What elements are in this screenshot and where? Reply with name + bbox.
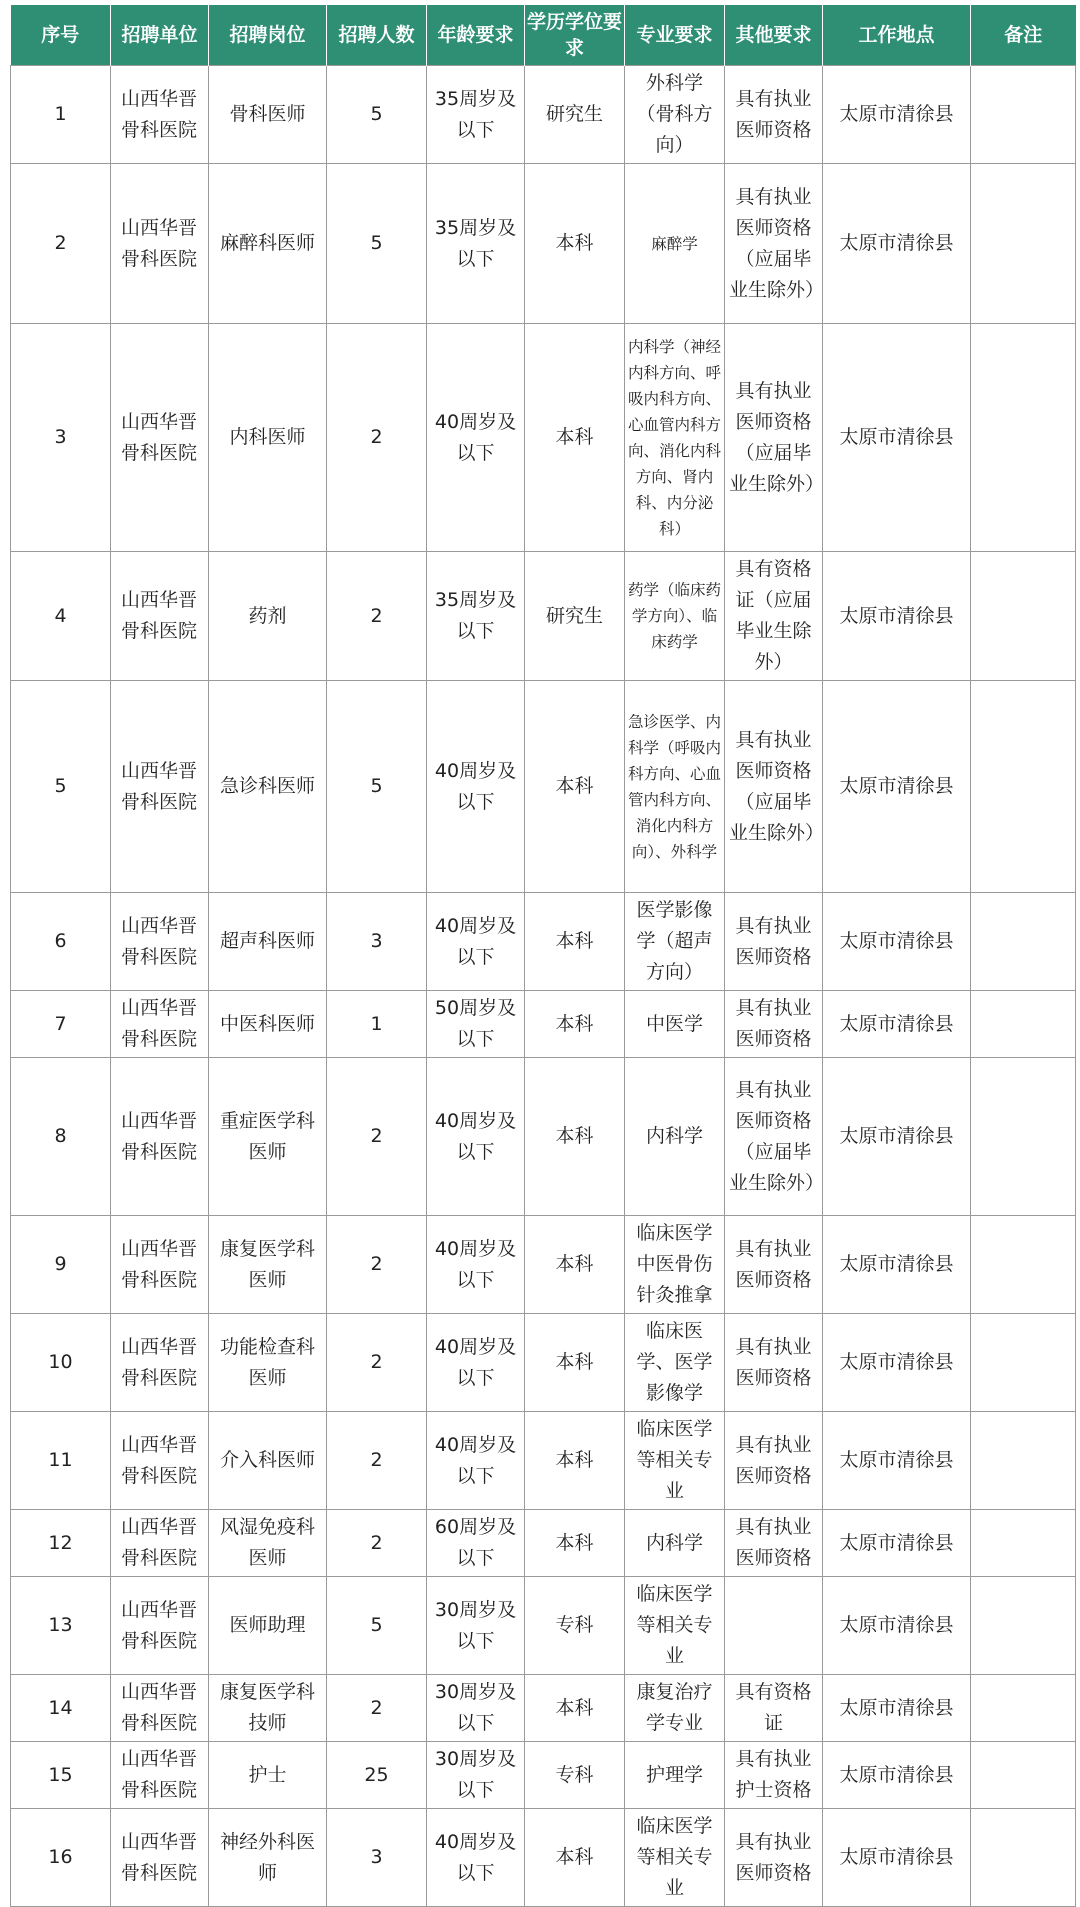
cell-no: 11: [11, 1412, 111, 1510]
cell-no: 10: [11, 1314, 111, 1412]
col-header-age: 年龄要求: [427, 5, 525, 66]
cell-location: 太原市清徐县: [823, 164, 971, 324]
cell-edu: 专科: [525, 1577, 625, 1675]
cell-post: 介入科医师: [209, 1412, 327, 1510]
cell-unit: 山西华晋骨科医院: [111, 1809, 209, 1907]
cell-post: 医师助理: [209, 1577, 327, 1675]
cell-unit: 山西华晋骨科医院: [111, 1314, 209, 1412]
col-header-no: 序号: [11, 5, 111, 66]
cell-count: 25: [327, 1742, 427, 1809]
cell-note: [971, 552, 1076, 681]
cell-major: 医学影像学（超声方向）: [625, 893, 725, 991]
table-row: [11, 893, 1076, 991]
cell-post: 急诊科医师: [209, 681, 327, 893]
cell-major: 临床医学等相关专业: [625, 1577, 725, 1675]
cell-post: 内科医师: [209, 324, 327, 552]
cell-edu: 本科: [525, 1314, 625, 1412]
cell-edu: 专科: [525, 1742, 625, 1809]
cell-post: 风湿免疫科医师: [209, 1510, 327, 1577]
cell-count: 2: [327, 1675, 427, 1742]
table-row: [11, 681, 1076, 893]
cell-edu: 研究生: [525, 66, 625, 164]
col-header-count: 招聘人数: [327, 5, 427, 66]
cell-note: [971, 1577, 1076, 1675]
cell-post: 重症医学科医师: [209, 1058, 327, 1216]
cell-no: 12: [11, 1510, 111, 1577]
cell-count: 5: [327, 1577, 427, 1675]
cell-age: 40周岁及以下: [427, 1412, 525, 1510]
cell-unit: 山西华晋骨科医院: [111, 552, 209, 681]
cell-count: 2: [327, 324, 427, 552]
cell-location: 太原市清徐县: [823, 552, 971, 681]
table-row: [11, 1314, 1076, 1412]
cell-major: 中医学: [625, 991, 725, 1058]
cell-other: 具有执业护士资格: [725, 1742, 823, 1809]
cell-unit: 山西华晋骨科医院: [111, 1216, 209, 1314]
cell-major: 护理学: [625, 1742, 725, 1809]
cell-post: 麻醉科医师: [209, 164, 327, 324]
cell-location: 太原市清徐县: [823, 324, 971, 552]
cell-other: 具有执业医师资格: [725, 1314, 823, 1412]
cell-edu: 本科: [525, 1058, 625, 1216]
cell-major: 临床医学等相关专业: [625, 1809, 725, 1907]
cell-major: 麻醉学: [625, 164, 725, 324]
cell-other: 具有执业医师资格（应届毕业生除外）: [725, 1058, 823, 1216]
cell-count: 5: [327, 66, 427, 164]
cell-post: 神经外科医师: [209, 1809, 327, 1907]
cell-edu: 本科: [525, 1216, 625, 1314]
cell-location: 太原市清徐县: [823, 1314, 971, 1412]
cell-count: 1: [327, 991, 427, 1058]
table-row: [11, 1058, 1076, 1216]
cell-note: [971, 1412, 1076, 1510]
cell-edu: 研究生: [525, 552, 625, 681]
col-header-other: 其他要求: [725, 5, 823, 66]
cell-unit: 山西华晋骨科医院: [111, 991, 209, 1058]
cell-location: 太原市清徐县: [823, 1412, 971, 1510]
cell-count: 2: [327, 552, 427, 681]
recruitment-table: [10, 5, 1076, 1907]
cell-edu: 本科: [525, 893, 625, 991]
table-row: [11, 552, 1076, 681]
cell-age: 30周岁及以下: [427, 1577, 525, 1675]
cell-other: 具有执业医师资格: [725, 893, 823, 991]
cell-major: 急诊医学、内科学（呼吸内科方向、心血管内科方向、消化内科方向）、外科学: [625, 681, 725, 893]
cell-unit: 山西华晋骨科医院: [111, 1577, 209, 1675]
cell-note: [971, 681, 1076, 893]
cell-count: 5: [327, 681, 427, 893]
col-header-major: 专业要求: [625, 5, 725, 66]
cell-location: 太原市清徐县: [823, 893, 971, 991]
cell-post: 骨科医师: [209, 66, 327, 164]
cell-count: 2: [327, 1058, 427, 1216]
cell-no: 5: [11, 681, 111, 893]
cell-location: 太原市清徐县: [823, 1809, 971, 1907]
cell-note: [971, 991, 1076, 1058]
table-row: [11, 164, 1076, 324]
cell-edu: 本科: [525, 164, 625, 324]
table-row: [11, 1809, 1076, 1907]
cell-unit: 山西华晋骨科医院: [111, 1742, 209, 1809]
table-row: [11, 1216, 1076, 1314]
cell-age: 50周岁及以下: [427, 991, 525, 1058]
cell-age: 40周岁及以下: [427, 1216, 525, 1314]
cell-count: 2: [327, 1510, 427, 1577]
cell-post: 超声科医师: [209, 893, 327, 991]
cell-location: 太原市清徐县: [823, 681, 971, 893]
cell-no: 14: [11, 1675, 111, 1742]
cell-no: 13: [11, 1577, 111, 1675]
cell-note: [971, 1314, 1076, 1412]
cell-other: 具有执业医师资格: [725, 1216, 823, 1314]
cell-post: 药剂: [209, 552, 327, 681]
table-row: [11, 324, 1076, 552]
cell-major: 外科学（骨科方向）: [625, 66, 725, 164]
cell-other: 具有执业医师资格（应届毕业生除外）: [725, 324, 823, 552]
cell-no: 15: [11, 1742, 111, 1809]
cell-age: 35周岁及以下: [427, 66, 525, 164]
cell-count: 3: [327, 893, 427, 991]
cell-edu: 本科: [525, 991, 625, 1058]
col-header-note: 备注: [971, 5, 1076, 66]
cell-major: 临床医学中医骨伤针灸推拿: [625, 1216, 725, 1314]
cell-no: 8: [11, 1058, 111, 1216]
cell-major: 内科学（神经内科方向、呼吸内科方向、心血管内科方向、消化内科方向、肾内科、内分泌科）: [625, 324, 725, 552]
cell-unit: 山西华晋骨科医院: [111, 1412, 209, 1510]
header-row: [11, 5, 1076, 66]
cell-age: 40周岁及以下: [427, 893, 525, 991]
cell-post: 中医科医师: [209, 991, 327, 1058]
table-row: [11, 1412, 1076, 1510]
cell-other: 具有执业医师资格（应届毕业生除外）: [725, 681, 823, 893]
cell-location: 太原市清徐县: [823, 1058, 971, 1216]
cell-unit: 山西华晋骨科医院: [111, 66, 209, 164]
cell-count: 2: [327, 1216, 427, 1314]
cell-post: 护士: [209, 1742, 327, 1809]
cell-note: [971, 324, 1076, 552]
cell-post: 康复医学科医师: [209, 1216, 327, 1314]
cell-post: 康复医学科技师: [209, 1675, 327, 1742]
cell-age: 35周岁及以下: [427, 164, 525, 324]
cell-other: 具有执业医师资格: [725, 1412, 823, 1510]
cell-major: 内科学: [625, 1058, 725, 1216]
cell-location: 太原市清徐县: [823, 1742, 971, 1809]
cell-count: 5: [327, 164, 427, 324]
cell-unit: 山西华晋骨科医院: [111, 1675, 209, 1742]
cell-other: 具有执业医师资格: [725, 66, 823, 164]
cell-no: 7: [11, 991, 111, 1058]
col-header-post: 招聘岗位: [209, 5, 327, 66]
cell-major: 药学（临床药学方向）、临床药学: [625, 552, 725, 681]
cell-age: 40周岁及以下: [427, 1809, 525, 1907]
cell-location: 太原市清徐县: [823, 1510, 971, 1577]
cell-note: [971, 1809, 1076, 1907]
cell-note: [971, 1510, 1076, 1577]
cell-major: 内科学: [625, 1510, 725, 1577]
cell-count: 3: [327, 1809, 427, 1907]
recruitment-table-container: [10, 5, 1075, 1907]
cell-edu: 本科: [525, 1675, 625, 1742]
col-header-unit: 招聘单位: [111, 5, 209, 66]
cell-edu: 本科: [525, 324, 625, 552]
cell-post: 功能检查科医师: [209, 1314, 327, 1412]
cell-age: 40周岁及以下: [427, 1058, 525, 1216]
cell-location: 太原市清徐县: [823, 1577, 971, 1675]
cell-location: 太原市清徐县: [823, 1675, 971, 1742]
cell-age: 35周岁及以下: [427, 552, 525, 681]
cell-note: [971, 1216, 1076, 1314]
cell-no: 9: [11, 1216, 111, 1314]
cell-count: 2: [327, 1412, 427, 1510]
cell-no: 4: [11, 552, 111, 681]
cell-no: 16: [11, 1809, 111, 1907]
cell-other: 具有执业医师资格: [725, 1809, 823, 1907]
cell-other: 具有资格证（应届毕业生除外）: [725, 552, 823, 681]
cell-age: 40周岁及以下: [427, 681, 525, 893]
table-row: [11, 1510, 1076, 1577]
table-body: [11, 66, 1076, 1907]
cell-edu: 本科: [525, 1809, 625, 1907]
cell-note: [971, 1675, 1076, 1742]
cell-no: 1: [11, 66, 111, 164]
cell-unit: 山西华晋骨科医院: [111, 1510, 209, 1577]
cell-note: [971, 66, 1076, 164]
cell-no: 3: [11, 324, 111, 552]
col-header-edu: 学历学位要求: [525, 5, 625, 66]
cell-unit: 山西华晋骨科医院: [111, 681, 209, 893]
cell-other: 具有执业医师资格（应届毕业生除外）: [725, 164, 823, 324]
col-header-location: 工作地点: [823, 5, 971, 66]
cell-major: 康复治疗学专业: [625, 1675, 725, 1742]
cell-unit: 山西华晋骨科医院: [111, 164, 209, 324]
cell-other: 具有执业医师资格: [725, 1510, 823, 1577]
cell-age: 30周岁及以下: [427, 1675, 525, 1742]
cell-edu: 本科: [525, 681, 625, 893]
cell-age: 40周岁及以下: [427, 324, 525, 552]
cell-note: [971, 893, 1076, 991]
cell-other: 具有执业医师资格: [725, 991, 823, 1058]
cell-unit: 山西华晋骨科医院: [111, 324, 209, 552]
cell-other: [725, 1577, 823, 1675]
cell-no: 6: [11, 893, 111, 991]
cell-location: 太原市清徐县: [823, 991, 971, 1058]
table-row: [11, 991, 1076, 1058]
cell-age: 40周岁及以下: [427, 1314, 525, 1412]
cell-note: [971, 1742, 1076, 1809]
cell-edu: 本科: [525, 1412, 625, 1510]
cell-count: 2: [327, 1314, 427, 1412]
cell-location: 太原市清徐县: [823, 66, 971, 164]
cell-age: 30周岁及以下: [427, 1742, 525, 1809]
cell-note: [971, 164, 1076, 324]
cell-major: 临床医学、医学影像学: [625, 1314, 725, 1412]
cell-edu: 本科: [525, 1510, 625, 1577]
cell-unit: 山西华晋骨科医院: [111, 1058, 209, 1216]
table-row: [11, 1742, 1076, 1809]
table-row: [11, 1675, 1076, 1742]
cell-age: 60周岁及以下: [427, 1510, 525, 1577]
table-row: [11, 66, 1076, 164]
cell-unit: 山西华晋骨科医院: [111, 893, 209, 991]
table-row: [11, 1577, 1076, 1675]
cell-note: [971, 1058, 1076, 1216]
cell-location: 太原市清徐县: [823, 1216, 971, 1314]
cell-no: 2: [11, 164, 111, 324]
cell-major: 临床医学等相关专业: [625, 1412, 725, 1510]
cell-other: 具有资格证: [725, 1675, 823, 1742]
